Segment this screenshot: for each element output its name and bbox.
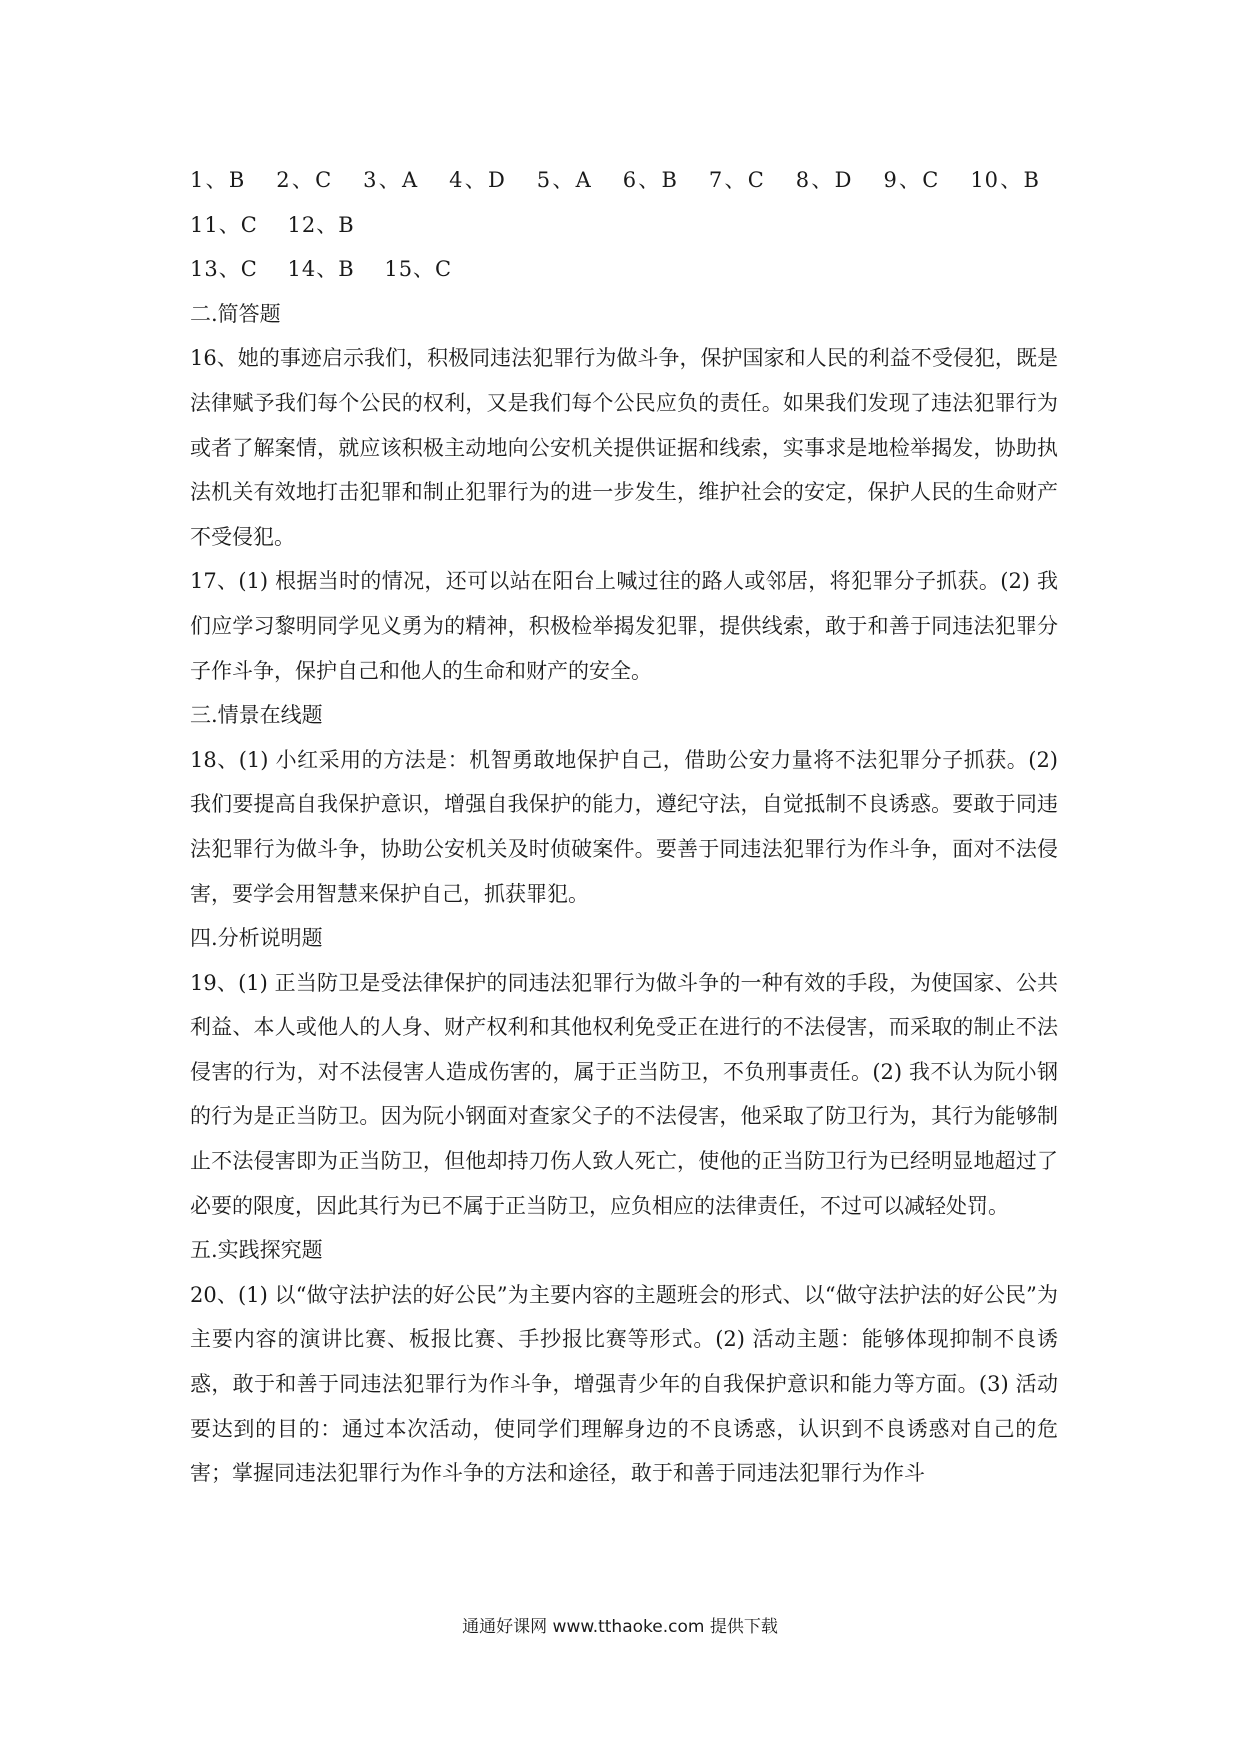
answer-paragraph-19: 19、(1) 正当防卫是受法律保护的同违法犯罪行为做斗争的一种有效的手段，为使国家、公共利益、本人或他人的人身、财产权利和其他权利免受正在进行的不法侵害，而采取的制止不法侵害的行为，对不法侵害人造成伤害的，属于正当防卫，不负刑事责任。(2) 我不认为阮小钢的行为是正当防卫。因为阮小钢面对查家父子的不法侵害，他采取了防卫行为，其行为能够制止不法侵害即为正当防卫，但他却持刀伤人致人死亡，使他的正当防卫行为已经明显地超过了必要的限度，因此其行为已不属于正当防卫，应负相应的法律责任，不过可以减轻处罚。 [190,970,1058,1218]
mc-answer: 14、B [287,257,355,282]
mc-answers-line-1 [190,158,1058,247]
section-heading: 二.简答题 [190,301,281,326]
section-heading: 五.实践探究题 [190,1238,323,1263]
answer-paragraph-20: 20、(1) 以“做守法护法的好公民”为主要内容的主题班会的形式、以“做守法护法的好公民”为主要内容的演讲比赛、板报比赛、手抄报比赛等形式。(2) 活动主题：能够体现抑制不良诱惑，敢于和善于同违法犯罪行为作斗争，增强青少年的自我保护意识和能力等方面。(3) 活动要达到的目的：通过本次活动，使同学们理解身边的不良诱惑，认识到不良诱惑对自己的危害；掌握同违法犯罪行为作斗争的方法和途径，敢于和善于同违法犯罪行为作斗 [190,1282,1058,1486]
answer-paragraph-17: 17、(1) 根据当时的情况，还可以站在阳台上喊过往的路人或邻居，将犯罪分子抓获。(2) 我们应学习黎明同学见义勇为的精神，积极检举揭发犯罪，提供线索，敢于和善于同违法犯罪分子作斗争，保护自己和他人的生命和财产的安全。 [190,569,1058,683]
answer-content [190,158,1058,1496]
mc-answer: 4、D [449,168,506,192]
mc-answer: 3、A [363,168,419,192]
mc-answer: 15、C [384,257,453,282]
mc-answers-line-2 [190,247,1058,292]
mc-answer: 8、D [795,168,853,192]
mc-answer: 9、C [883,168,940,192]
page-footer: 通通好课网 www.tthaoke.com 提供下载 [462,1617,778,1637]
mc-answer: 11、C [190,212,258,237]
mc-answer: 12、B [287,212,355,237]
answer-paragraph-16: 16、她的事迹启示我们，积极同违法犯罪行为做斗争，保护国家和人民的利益不受侵犯，既是法律赋予我们每个公民的权利，又是我们每个公民应负的责任。如果我们发现了违法犯罪行为或者了解案情，就应该积极主动地向公安机关提供证据和线索，实事求是地检举揭发，协助执法机关有效地打击犯罪和制止犯罪行为的进一步发生，维护社会的安定，保护人民的生命财产不受侵犯。 [190,346,1058,549]
mc-answer: 6、B [622,168,678,192]
mc-answer: 10、B [970,168,1040,192]
section-heading: 四.分析说明题 [190,926,323,951]
mc-answer: 2、C [276,168,333,192]
mc-answer: 5、A [536,168,592,192]
mc-answer: 7、C [708,168,765,192]
answer-paragraph-18: 18、(1) 小红采用的方法是：机智勇敢地保护自己，借助公安力量将不法犯罪分子抓获。(2) 我们要提高自我保护意识，增强自我保护的能力，遵纪守法，自觉抵制不良诱惑。要敢于同违法犯罪行为做斗争，协助公安机关及时侦破案件。要善于同违法犯罪行为作斗争，面对不法侵害，要学会用智慧来保护自己，抓获罪犯。 [190,747,1058,906]
mc-answer: 13、C [190,257,258,282]
mc-answer: 1、B [190,168,246,192]
section-heading: 三.情景在线题 [190,703,323,728]
